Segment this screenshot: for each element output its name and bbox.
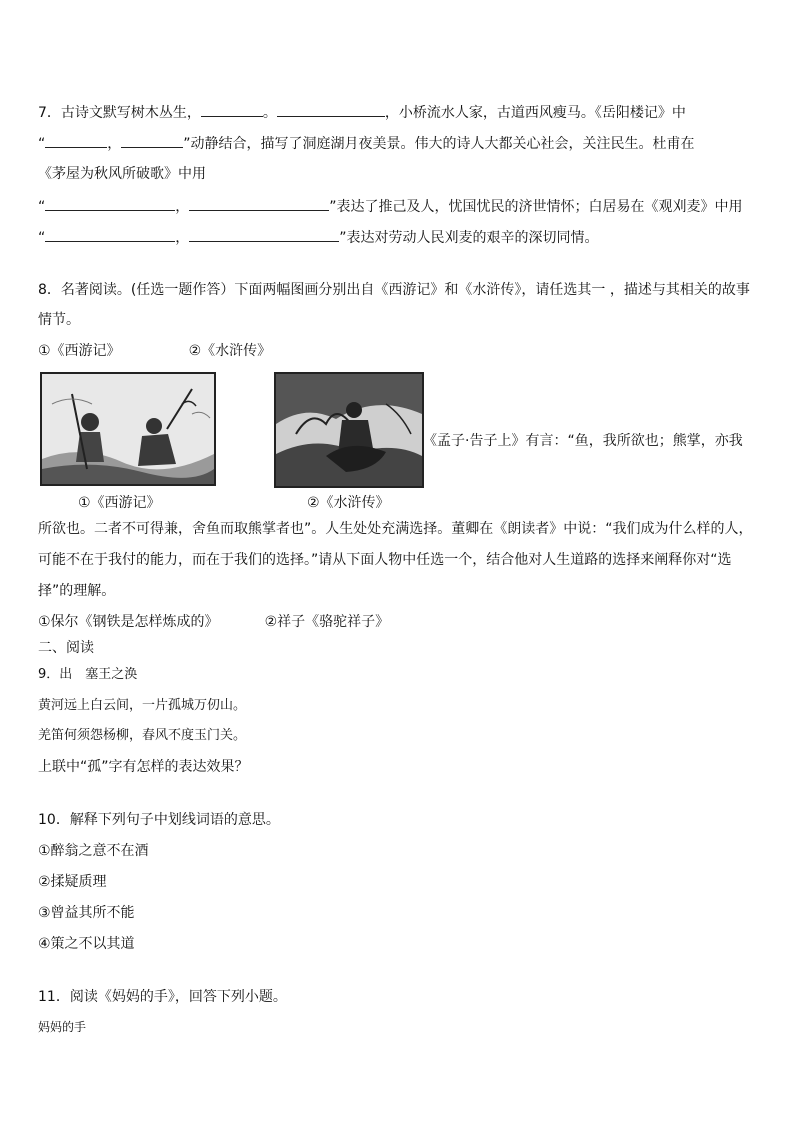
q7-line-2: “ ， ”动静结合，描写了洞庭湖月夜美景。伟大的诗人大都关心社会，关注民生。杜甫在 [38, 133, 695, 154]
q9-poem-line-2: 羌笛何须怨杨柳，春风不度玉门关。 [38, 728, 247, 743]
q8-mencius-quote: 《孟子·告子上》有言：“鱼，我所欲也；熊掌，亦我 [423, 433, 743, 449]
q7-blank-3[interactable] [45, 133, 107, 148]
q8-line-3: 所欲也。二者不可得兼，舍鱼而取熊掌者也”。人生处处充满选择。董卿在《朗读者》中说：“我们成为什么样的人， [38, 521, 753, 537]
q8-option-1: ①《西游记》 [38, 343, 121, 359]
q7-blank-5[interactable] [45, 196, 175, 211]
q9-question: 上联中“孤”字有怎样的表达效果？ [38, 759, 249, 775]
q8-options [38, 341, 271, 361]
q7-blank-1[interactable] [201, 102, 263, 117]
q7-line-1: 7．古诗文默写树木丛生， 。 ，小桥流水人家，古道西风瘦马。《岳阳楼记》中 [38, 102, 686, 123]
q8-choices [38, 612, 389, 632]
q7-blank-8[interactable] [189, 227, 339, 242]
q8-choice-1: ①保尔《钢铁是怎样炼成的》 [38, 614, 219, 630]
caption-journey-to-the-west: ①《西游记》 [78, 495, 161, 511]
q8-line-2: 情节。 [38, 312, 80, 328]
q10-item-4: ④策之不以其道 [38, 936, 135, 952]
q10-item-3: ③曾益其所不能 [38, 905, 135, 921]
q10-item-1: ①醉翁之意不在酒 [38, 843, 149, 859]
q7-blank-7[interactable] [45, 227, 175, 242]
q8-line-5: 择”的理解。 [38, 583, 116, 599]
q10-heading: 10．解释下列句子中划线词语的意思。 [38, 812, 280, 828]
q8-line-4: 可能不在于我付的能力，而在于我们的选择。”请从下面人物中任选一个，结合他对人生道路的选择来阐释你对“选 [38, 552, 732, 568]
q7-blank-6[interactable] [189, 196, 329, 211]
q9-heading: 9．出 塞王之涣 [38, 667, 138, 682]
caption-water-margin: ②《水浒传》 [307, 495, 390, 511]
q8-option-2: ②《水浒传》 [188, 343, 272, 359]
q11-heading: 11．阅读《妈妈的手》，回答下列小题。 [38, 989, 287, 1005]
q11-passage-title: 妈妈的手 [38, 1020, 87, 1034]
q7-blank-4[interactable] [121, 133, 183, 148]
q7-line-4: “ ， ”表达了推己及人，忧国忧民的济世情怀；白居易在《观刈麦》中用 [38, 196, 743, 217]
q8-choice-2: ②祥子《骆驼祥子》 [264, 614, 390, 630]
section-heading-reading: 二、阅读 [38, 640, 94, 656]
q7-line-5: “ ， ”表达对劳动人民刈麦的艰辛的深切同情。 [38, 227, 599, 248]
q9-poem-line-1: 黄河远上白云间，一片孤城万仞山。 [38, 698, 247, 713]
q7-text: 7．古诗文默写树木丛生， [38, 105, 201, 121]
q7-line-3: 《茅屋为秋风所破歌》中用 [38, 166, 206, 182]
journey-to-the-west-illustration [40, 372, 216, 486]
q7-blank-2[interactable] [277, 102, 385, 117]
water-margin-illustration [274, 372, 424, 488]
q8-line-1: 8．名著阅读。(任选一题作答）下面两幅图画分别出自《西游记》和《水浒传》，请任选其一 ，描述与其相关的故事 [38, 282, 750, 298]
q10-item-2: ②揉疑质理 [38, 874, 107, 890]
